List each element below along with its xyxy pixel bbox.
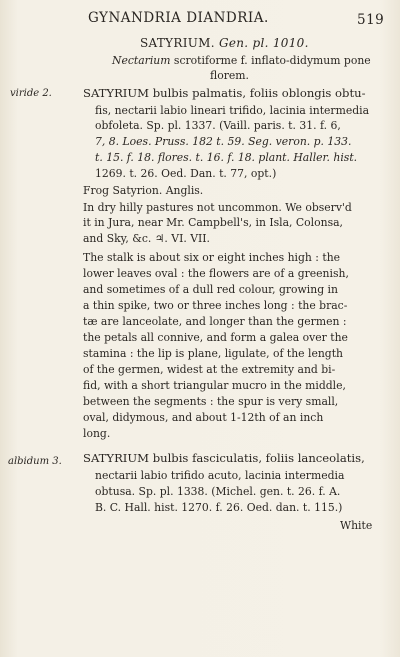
description-line: The stalk is about six or eight inches high : the	[83, 251, 341, 264]
species-diagnosis-line: SATYRIUM bulbis fasciculatis, foliis lanceolatis,	[83, 451, 365, 465]
species-diagnosis-line: obfoleta. Sp. pl. 1337. (Vaill. paris. t. 31. f. 6,	[95, 119, 341, 132]
page-number: 519	[357, 12, 385, 28]
species-diagnosis-line: fis, nectarii labio lineari trifido, lacinia intermedia	[95, 104, 370, 117]
catchword: White	[340, 519, 373, 532]
description-line: of the germen, widest at the extremity and bi-	[83, 363, 336, 376]
description-line: stamina : the lip is plane, ligulate, of the length	[83, 347, 343, 360]
description-line: oval, didymous, and about 1-12th of an inch	[83, 411, 324, 424]
description-line: fid, with a short triangular mucro in the middle,	[83, 379, 346, 392]
species-diagnosis-line: B. C. Hall. hist. 1270. f. 26. Oed. dan. t. 115.)	[95, 501, 343, 514]
species-diagnosis-line: 1269. t. 26. Oed. Dan. t. 77, opt.)	[95, 167, 277, 180]
genus-heading	[140, 36, 309, 50]
common-name: Frog Satyrion. Anglis.	[83, 184, 204, 197]
species-diagnosis-line: nectarii labio trifido acuto, lacinia intermedia	[95, 469, 345, 482]
nectarium-line-end: florem.	[210, 69, 249, 82]
nectarium-label: Nectarium	[112, 54, 171, 67]
description-line: and sometimes of a dull red colour, growing in	[83, 283, 338, 296]
description-line: lower leaves oval : the flowers are of a greenish,	[83, 267, 349, 280]
description-line: tæ are lanceolate, and longer than the germen :	[83, 315, 347, 328]
habitat-line: it in Jura, near Mr. Campbell's, in Isla, Colonsa,	[83, 216, 343, 229]
margin-label-viride: viride 2.	[10, 88, 52, 99]
running-head: GYNANDRIA DIANDRIA.	[88, 10, 269, 26]
nectarium-text: scrotiforme f. inflato-didymum pone	[173, 54, 371, 67]
genus-name: SATYRIUM.	[140, 36, 215, 50]
genus-reference: Gen. pl. 1010.	[218, 36, 309, 50]
species-diagnosis-line: SATYRIUM bulbis palmatis, foliis oblongis obtu-	[83, 86, 366, 100]
species-diagnosis-line: 7, 8. Loes. Pruss. 182 t. 59. Seg. veron. p. 133.	[95, 135, 352, 148]
description-line: a thin spike, two or three inches long : the brac-	[83, 299, 348, 312]
description-line: between the segments : the spur is very small,	[83, 395, 339, 408]
description-line: the petals all connive, and form a galea over the	[83, 331, 348, 344]
habitat-line: and Sky, &c. ♃. VI. VII.	[83, 232, 210, 245]
margin-label-albidum: albidum 3.	[8, 456, 62, 467]
nectarium-line	[112, 53, 371, 68]
description-line: long.	[83, 427, 111, 440]
species-diagnosis-line: t. 15. f. 18. flores. t. 16. f. 18. plant. Haller. hist.	[95, 151, 358, 164]
habitat-line: In dry hilly pastures not uncommon. We observ'd	[83, 201, 352, 214]
species-diagnosis-line: obtusa. Sp. pl. 1338. (Michel. gen. t. 26. f. A.	[95, 485, 341, 498]
